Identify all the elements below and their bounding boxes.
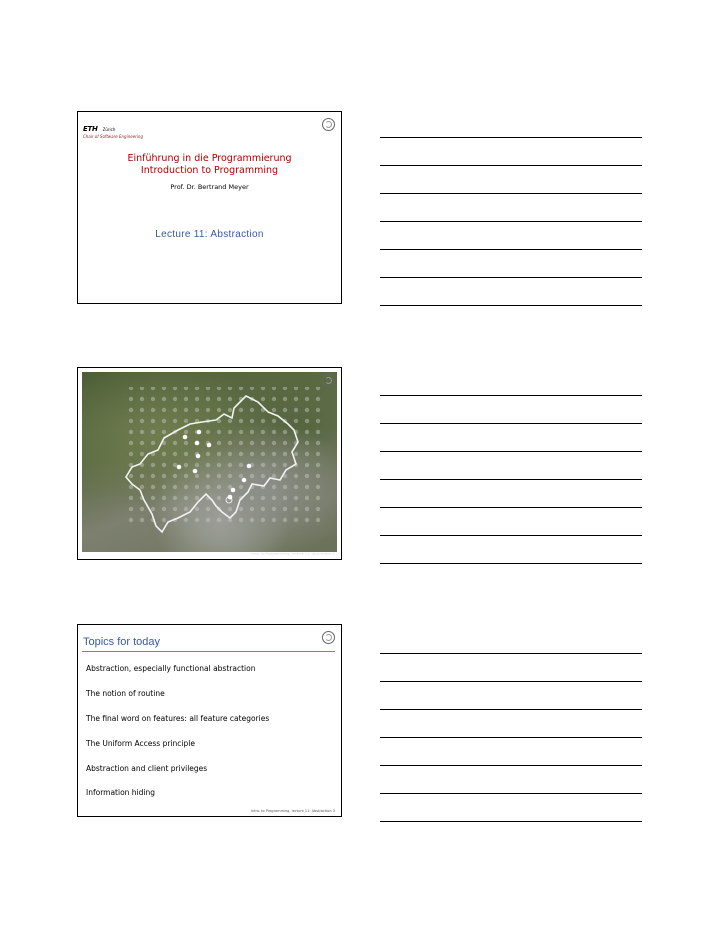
chair-logo-icon — [322, 118, 335, 131]
city-marker — [193, 469, 198, 474]
topic-item: Abstraction and client privileges — [86, 764, 208, 773]
title-german: Einführung in die Programmierung — [127, 153, 292, 164]
city-marker — [196, 454, 201, 459]
author: Prof. Dr. Bertrand Meyer — [170, 183, 249, 191]
title-english: Introduction to Programming — [140, 165, 279, 176]
city-marker — [231, 488, 236, 493]
slide-1 — [77, 111, 342, 304]
city-marker — [177, 465, 182, 470]
topic-item: The final word on features: all feature categories — [86, 714, 270, 723]
topic-item: The notion of routine — [86, 689, 165, 698]
city-marker — [207, 443, 212, 448]
slide-3 — [77, 624, 342, 817]
lecture-title: Lecture 11: Abstraction — [155, 229, 264, 240]
topic-item: Information hiding — [86, 788, 155, 797]
slide-footer: Intro. to Programming, lecture 11: Abstraction 2 — [250, 552, 335, 556]
topic-item: The Uniform Access principle — [86, 739, 195, 748]
slide-title: Topics for today — [83, 636, 161, 648]
city-marker — [195, 441, 200, 446]
chair-logo-icon — [322, 631, 335, 644]
city-marker — [183, 435, 188, 440]
slide-2 — [77, 367, 342, 560]
city-marker — [242, 478, 247, 483]
satellite-map-image — [82, 372, 337, 552]
slide-footer: Intro. to Programming, lecture 11: Abstraction 3 — [250, 809, 335, 813]
eth-logo: ETH Zürich Chair of Software Engineering — [83, 125, 143, 139]
city-marker — [247, 464, 252, 469]
city-marker — [197, 430, 202, 435]
topic-item: Abstraction, especially functional abstraction — [86, 664, 256, 673]
map-overlay — [82, 372, 337, 552]
chair-logo-icon — [322, 374, 335, 387]
title-divider — [82, 651, 335, 652]
